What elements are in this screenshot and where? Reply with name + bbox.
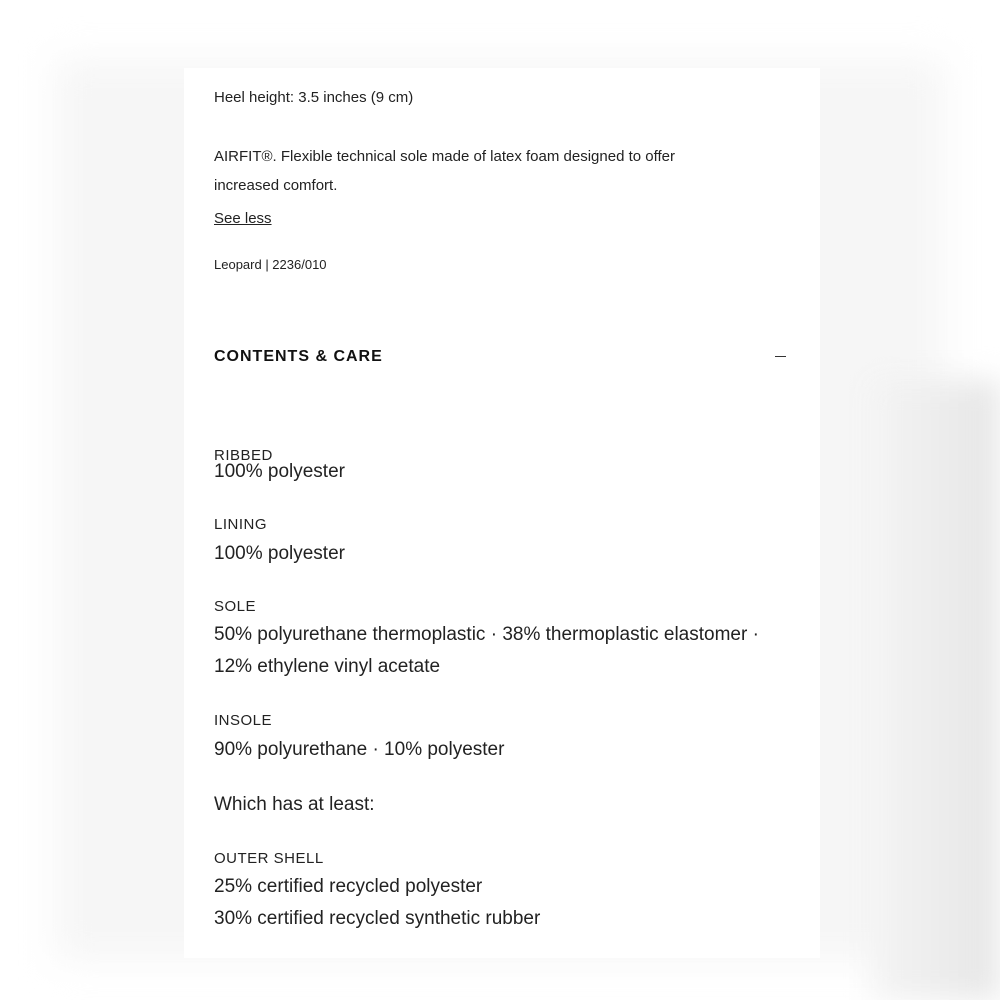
insole-label: INSOLE [214,712,273,729]
blurred-background-edge [870,380,1000,1000]
outer-shell-line2: 30% certified recycled synthetic rubber [214,908,541,929]
sole-value-line2: 12% ethylene vinyl acetate [214,656,441,677]
ribbed-material-value: 100% polyester [214,461,345,482]
airfit-description-line2: increased comfort. [214,177,338,194]
outer-shell-line1: 25% certified recycled polyester [214,876,483,897]
heel-height-text: Heel height: 3.5 inches (9 cm) [214,89,414,106]
cutoff-material-label: RIBBED [214,447,273,464]
insole-value: 90% polyurethane · 10% polyester [214,739,505,760]
see-less-link[interactable]: See less [214,210,272,227]
lining-value: 100% polyester [214,543,345,564]
lining-label: LINING [214,516,268,533]
product-reference: Leopard | 2236/010 [214,257,327,272]
sole-value-line1: 50% polyurethane thermoplastic · 38% thermoplastic elastomer · [214,624,759,645]
which-has-at-least-text: Which has at least: [214,794,375,815]
product-details-panel [184,68,820,958]
contents-care-title: CONTENTS & CARE [214,348,383,365]
collapse-minus-icon[interactable] [770,346,792,368]
sole-label: SOLE [214,598,257,615]
airfit-description-line1: AIRFIT®. Flexible technical sole made of latex foam designed to offer [214,148,676,165]
outer-shell-label: OUTER SHELL [214,850,324,867]
